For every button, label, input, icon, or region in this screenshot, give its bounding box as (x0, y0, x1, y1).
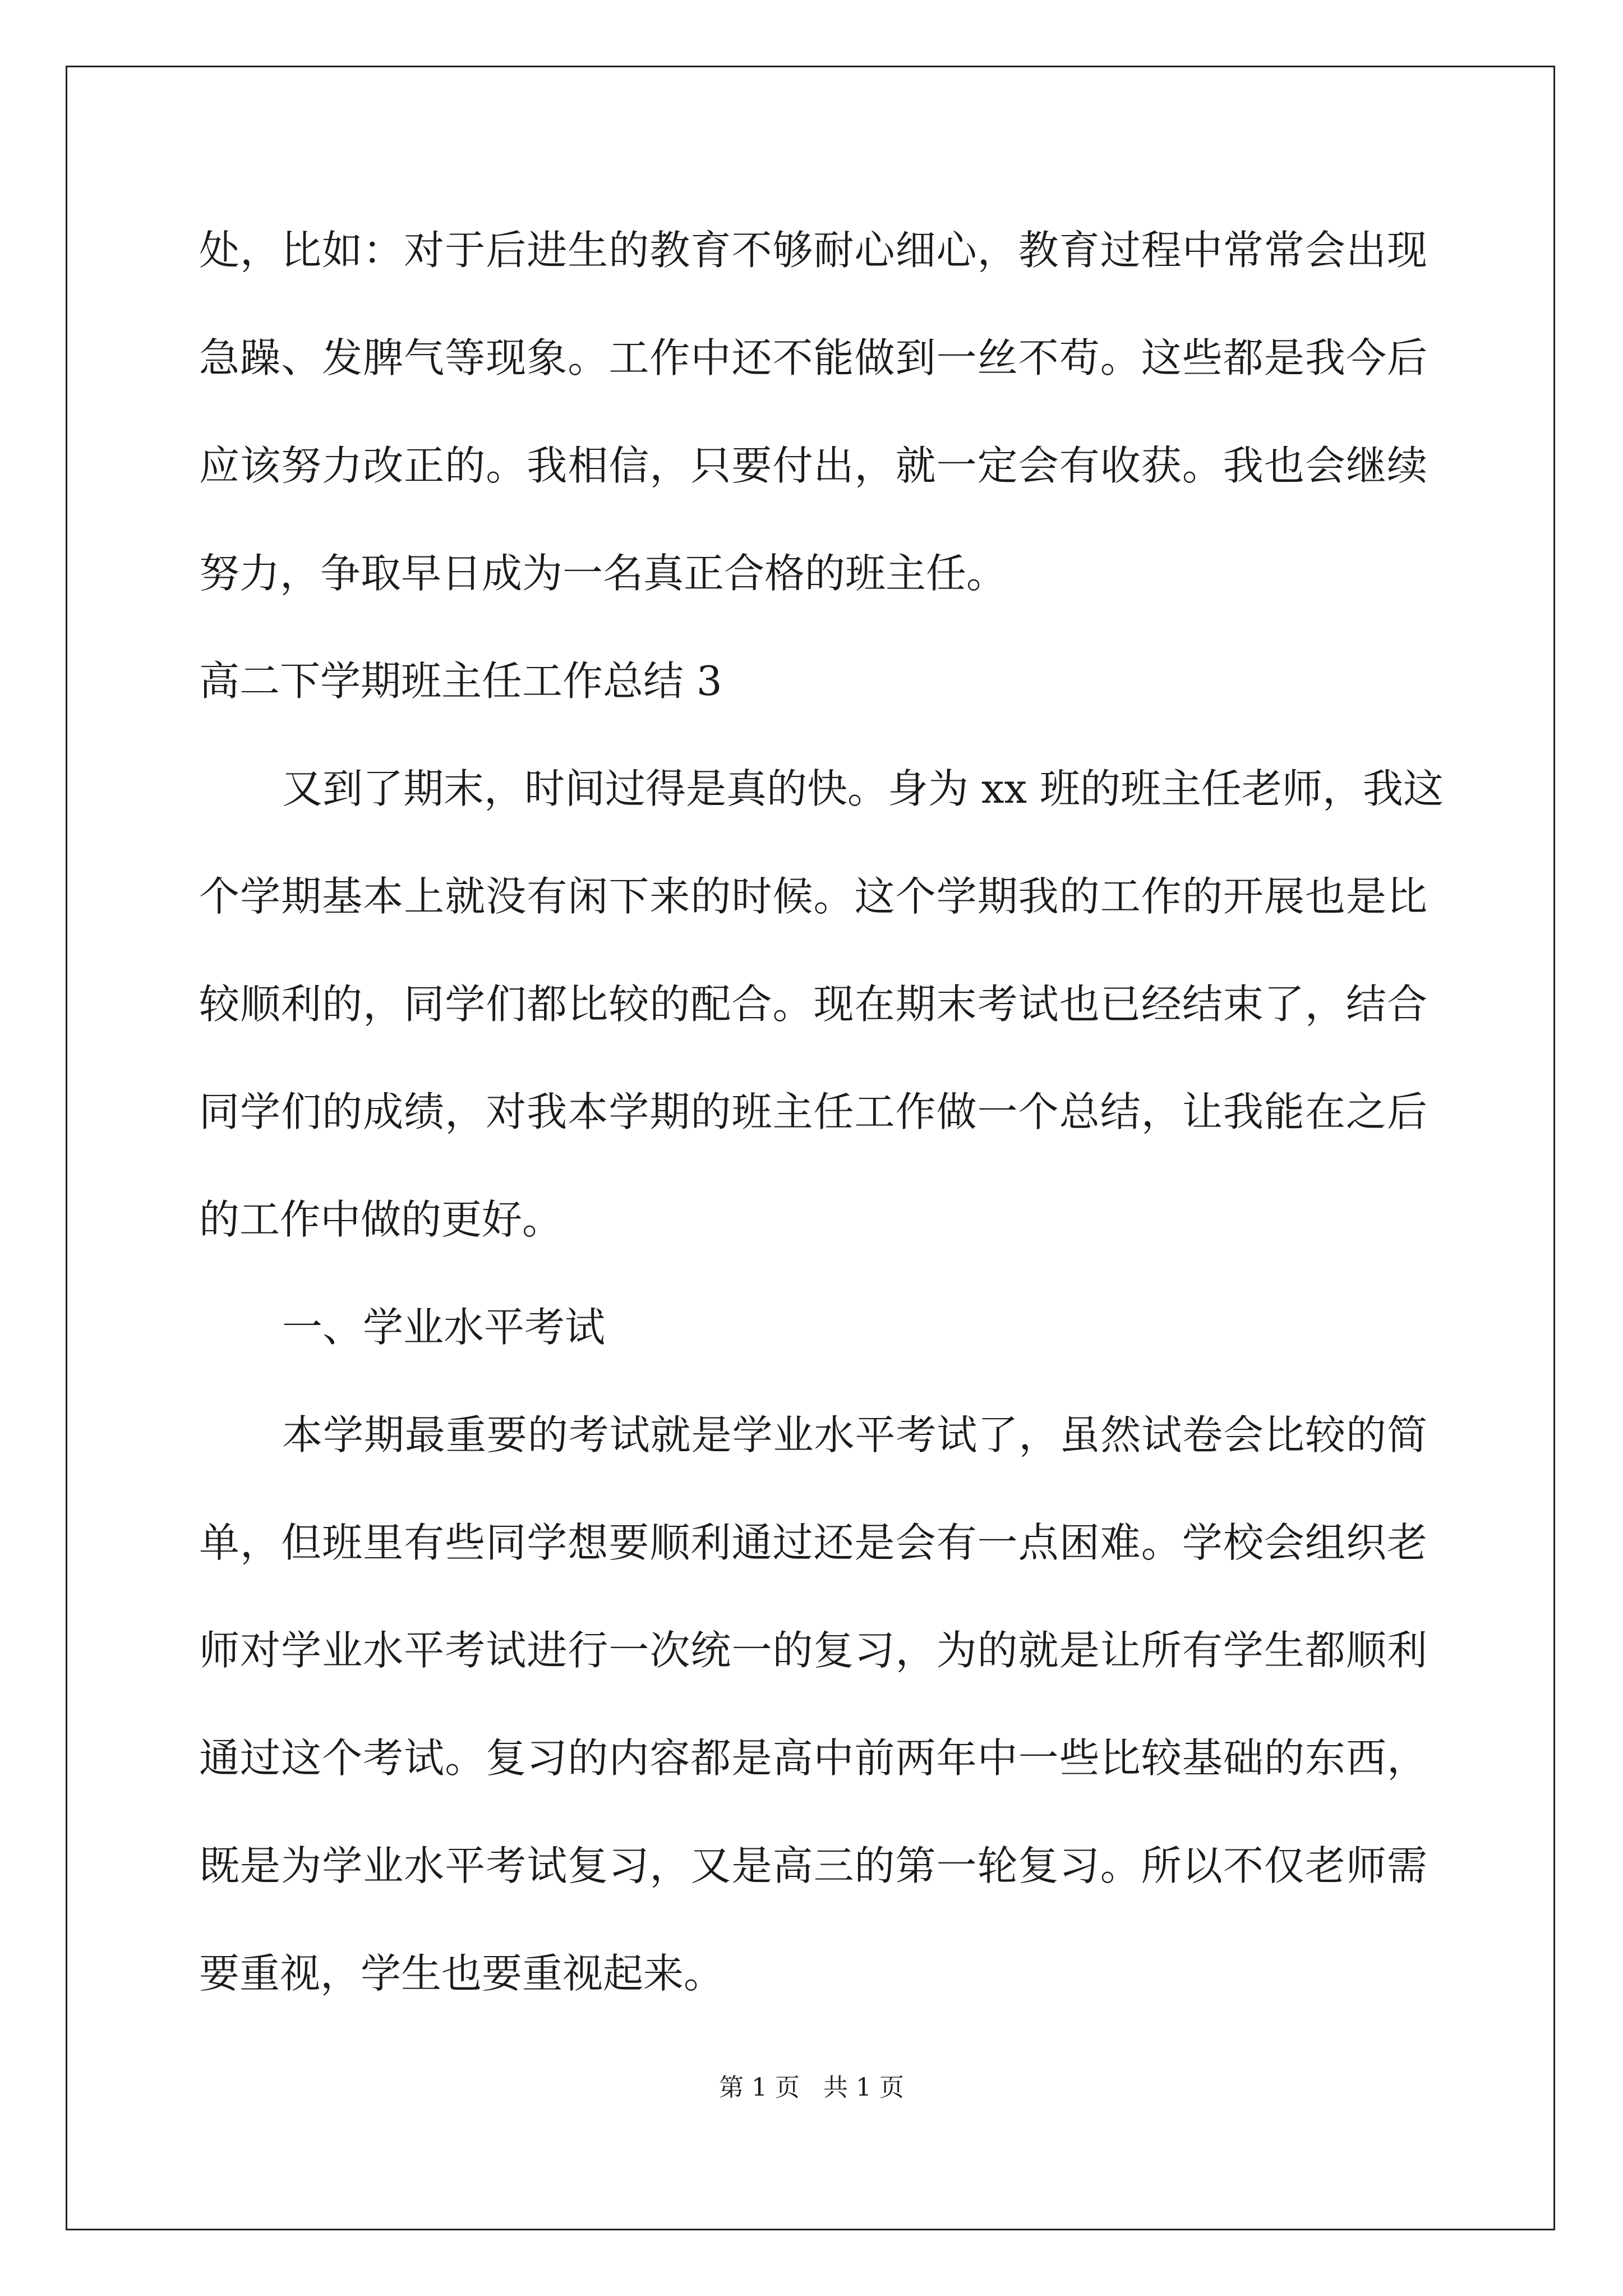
subheading: 一、学业水平考试 (282, 1304, 606, 1351)
section-title: 高二下学期班主任工作总结 3 (199, 657, 722, 705)
page-footer: 第 1 页 共 1 页 (719, 2073, 904, 2102)
paragraph-line: 急躁、发脾气等现象。工作中还不能做到一丝不苟。这些都是我今后 (199, 334, 1427, 381)
paragraph-line: 通过这个考试。复习的内容都是高中前两年中一些比较基础的东西， (199, 1734, 1427, 1782)
paragraph-line: 又到了期末，时间过得是真的快。身为 xx 班的班主任老师，我这 (282, 765, 1444, 812)
paragraph-line: 既是为学业水平考试复习，又是高三的第一轮复习。所以不仅老师需 (199, 1842, 1427, 1889)
paragraph-line: 较顺利的，同学们都比较的配合。现在期末考试也已经结束了，结合 (199, 981, 1427, 1028)
paragraph-line: 本学期最重要的考试就是学业水平考试了，虽然试卷会比较的简 (282, 1411, 1427, 1458)
paragraph-line: 个学期基本上就没有闲下来的时候。这个学期我的工作的开展也是比 (199, 873, 1427, 920)
paragraph-line: 要重视，学生也要重视起来。 (199, 1950, 725, 1997)
paragraph-line: 努力，争取早日成为一名真正合格的班主任。 (199, 550, 1007, 597)
paragraph-line: 师对学业水平考试进行一次统一的复习，为的就是让所有学生都顺利 (199, 1627, 1427, 1674)
paragraph-line: 应该努力改正的。我相信，只要付出，就一定会有收获。我也会继续 (199, 442, 1427, 489)
paragraph-line: 同学们的成绩，对我本学期的班主任工作做一个总结，让我能在之后 (199, 1088, 1427, 1135)
paragraph-line: 单，但班里有些同学想要顺利通过还是会有一点困难。学校会组织老 (199, 1519, 1427, 1566)
paragraph-line: 的工作中做的更好。 (199, 1196, 563, 1243)
page-border (66, 66, 1555, 2230)
paragraph-line: 处，比如：对于后进生的教育不够耐心细心，教育过程中常常会出现 (199, 227, 1427, 274)
